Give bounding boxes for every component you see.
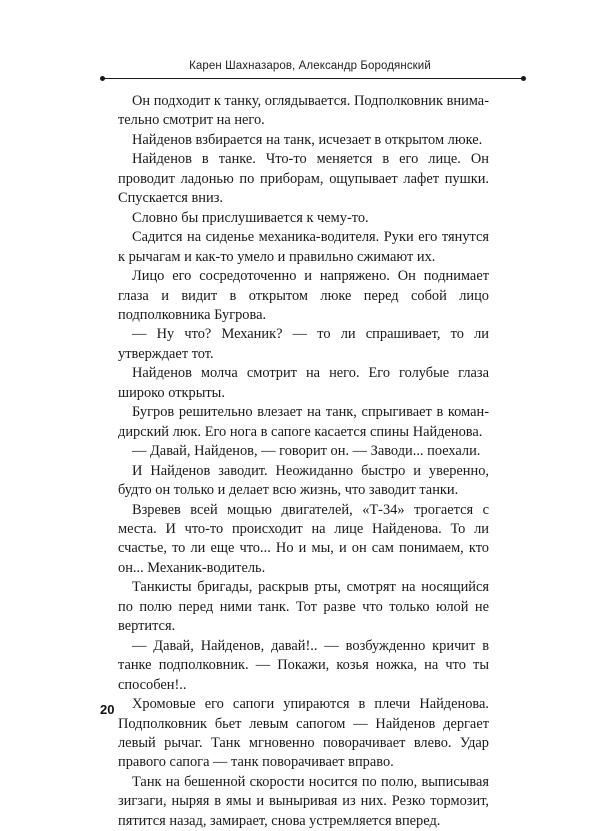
header-rule (102, 78, 524, 79)
paragraph: Хромовые его сапоги упираются в плечи Найденова. Подполковник бьет левым сапогом — Найденов дергает левый рычаг. Танк мгновенно поворачивает влево. Удар правого сапога — танк поворачивает вправо. (118, 696, 489, 771)
paragraph: Он подходит к танку, оглядывается. Подполковник внимательно смотрит на него. (118, 93, 489, 129)
paragraph: — Ну что? Механик? — то ли спрашивает, то ли утверждает тот. (118, 326, 489, 362)
paragraph: Лицо его сосредоточенно и напряжено. Он поднимает глаза и видит в открытом люке перед собой лицо подполковника Бугрова. (118, 268, 489, 323)
paragraph: И Найденов заводит. Неожиданно быстро и уверенно, будто он только и делает всю жизнь, что заводит танки. (118, 462, 489, 499)
paragraph: Садится на сиденье механика-водителя. Руки его тянутся к рычагам и как-то умело и правильно сжимают их. (118, 229, 489, 265)
paragraph: — Давай, Найденов, давай!.. — возбужденно кричит в танке подполковник. — Покажи, козья ножка, на что ты способен!.. (118, 637, 489, 693)
running-header: Карен Шахназаров, Александр Бородянский (189, 60, 431, 72)
body-text (118, 92, 489, 831)
paragraph: Найденов молча смотрит на него. Его голубые глаза широко открыты. (118, 365, 489, 401)
paragraph: Бугров решительно влезает на танк, спрыгивает в командирский люк. Его нога в сапоге касается спины Найденова. (118, 404, 489, 440)
paragraph: Найденов в танке. Что-то меняется в его лице. Он проводит ладонью по приборам, ощупывает лафет пушки. Спускается вниз. (118, 151, 489, 207)
paragraph: Найденов взбирается на танк, исчезает в открытом люке. (132, 131, 483, 148)
paragraph: — Давай, Найденов, — говорит он. — Заводи... поехали. (132, 443, 481, 460)
paragraph: Танкисты бригады, раскрыв рты, смотрят на носящийся по полю перед ними танк. Тот разве что только юлой не вертится. (118, 579, 489, 635)
page-number: 20 (100, 702, 115, 717)
paragraph: Взревев всей мощью двигателей, «Т-34» трогается с места. И что-то происходит на лице Найденова. То ли счастье, то ли еще что... Но и мы, и он сам понимаем, кто он... Механик-водитель. (118, 501, 489, 576)
paragraph: Танк на бешенной скорости носится по полю, выписывая зигзаги, ныряя в ямы и выныривая из них. Резко тормозит, пятится назад, замирает, снова устремляется вперед. (118, 773, 489, 829)
paragraph: Словно бы прислушивается к чему-то. (132, 209, 369, 226)
